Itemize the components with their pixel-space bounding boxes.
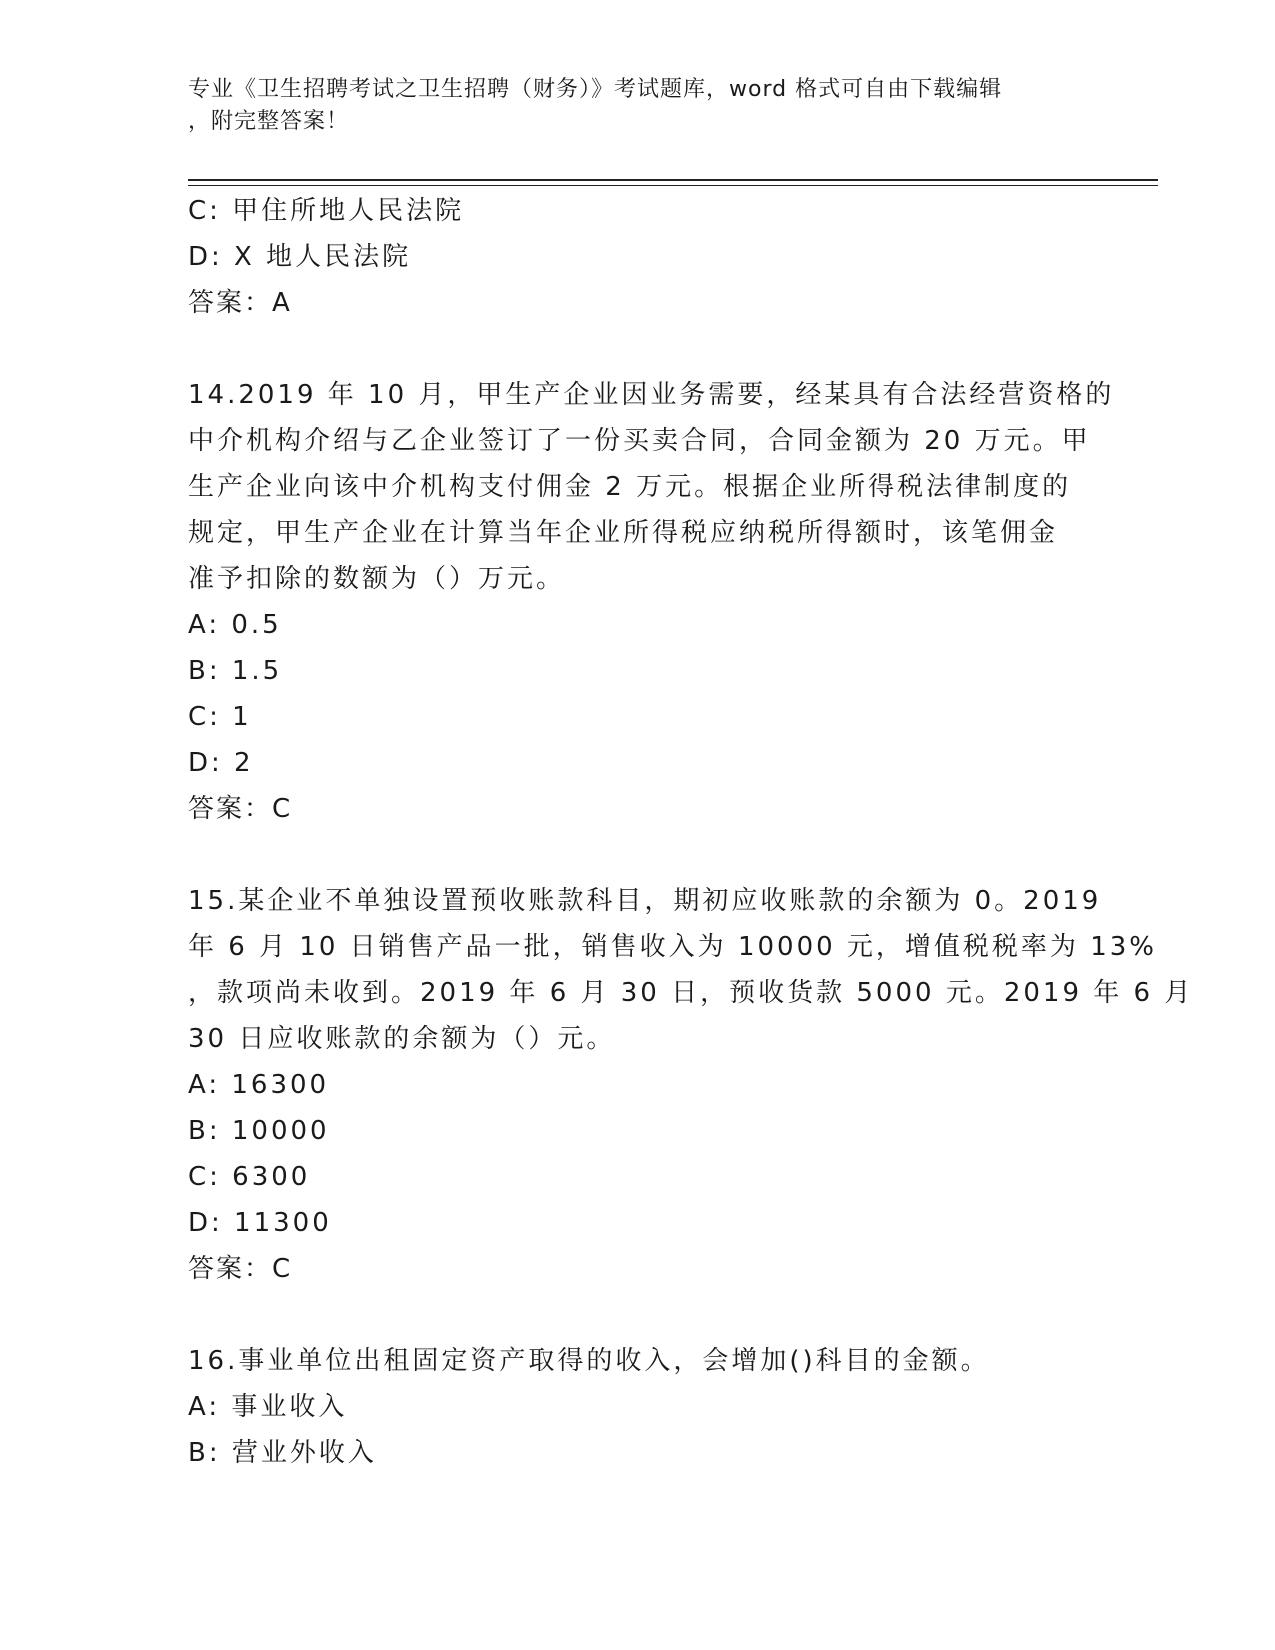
spacer [188, 326, 1088, 372]
spacer [188, 832, 1088, 878]
q16-stem-line: 16.事业单位出租固定资产取得的收入，会增加()科目的金额。 [188, 1346, 990, 1376]
q14-option-c: C: 1 [188, 702, 252, 732]
q16-option-a: A: 事业收入 [188, 1392, 348, 1422]
q14-option-a: A: 0.5 [188, 610, 282, 640]
header-line-2: ，附完整答案！ [188, 109, 350, 134]
document-header [188, 74, 1068, 138]
q15-stem-line: ，款项尚未收到。2019 年 6 月 30 日，预收货款 5000 元。2019 年 6 月 [188, 978, 1194, 1008]
spacer [188, 1292, 1088, 1338]
q16-option-b: B: 营业外收入 [188, 1438, 377, 1468]
q14-stem-line: 14.2019 年 10 月，甲生产企业因业务需要，经某具有合法经营资格的 [188, 380, 1115, 410]
q15-option-a: A: 16300 [188, 1070, 330, 1100]
q14-answer: 答案：C [188, 794, 293, 824]
q14-option-d: D: 2 [188, 748, 254, 778]
q14-stem-line: 生产企业向该中介机构支付佣金 2 万元。根据企业所得税法律制度的 [188, 472, 1072, 502]
q14-stem-line: 中介机构介绍与乙企业签订了一份买卖合同，合同金额为 20 万元。甲 [188, 426, 1091, 456]
q15-option-c: C: 6300 [188, 1162, 311, 1192]
q15-answer: 答案：C [188, 1254, 293, 1284]
header-rule-thin [188, 185, 1158, 186]
q14-stem-line: 规定，甲生产企业在计算当年企业所得税应纳税所得额时，该笔佣金 [188, 518, 1059, 548]
q15-stem-line: 年 6 月 10 日销售产品一批，销售收入为 10000 元，增值税税率为 13% [188, 932, 1157, 962]
header-rule-thick [188, 179, 1158, 181]
q15-stem-line: 30 日应收账款的余额为（）元。 [188, 1024, 616, 1054]
q13-answer: 答案：A [188, 288, 292, 318]
q14-stem-line: 准予扣除的数额为（）万元。 [188, 564, 566, 594]
q15-option-b: B: 10000 [188, 1116, 330, 1146]
header-line-1: 专业《卫生招聘考试之卫生招聘（财务）》考试题库，word 格式可自由下载编辑 [188, 77, 1003, 102]
q15-stem-line: 15.某企业不单独设置预收账款科目，期初应收账款的余额为 0。2019 [188, 886, 1102, 916]
q13-option-c: C: 甲住所地人民法院 [188, 196, 465, 226]
q15-option-d: D: 11300 [188, 1208, 332, 1238]
q14-option-b: B: 1.5 [188, 656, 283, 686]
q13-option-d: D: X 地人民法院 [188, 242, 412, 272]
document-body [188, 188, 1194, 1476]
